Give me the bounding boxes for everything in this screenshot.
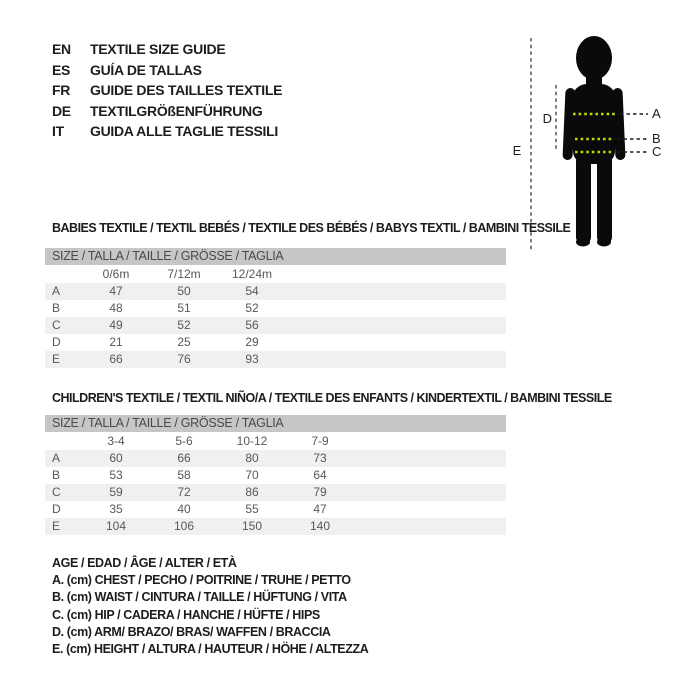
row-label: D: [52, 335, 61, 349]
legend-chest-line: A. (cm) CHEST / PECHO / POITRINE / TRUHE / PETTO: [52, 573, 351, 588]
size-value: 47: [313, 502, 327, 516]
size-value: 150: [241, 519, 263, 533]
size-value: 40: [177, 502, 191, 516]
language-row: [52, 39, 282, 60]
size-value: 50: [177, 284, 191, 298]
table-row: [45, 484, 506, 501]
size-value: 70: [245, 468, 259, 482]
legend-waist-line: B. (cm) WAIST / CINTURA / TAILLE / HÜFTUNG / VITA: [52, 590, 347, 605]
size-value: 104: [105, 519, 127, 533]
row-label: A: [52, 451, 61, 465]
table-row: [45, 317, 506, 334]
language-code: DE: [52, 102, 71, 119]
size-value: 25: [177, 335, 191, 349]
size-value: 47: [109, 284, 123, 298]
babies-section-title: BABIES TEXTILE / TEXTIL BEBÉS / TEXTILE DES BÉBÉS / BABYS TEXTIL / BAMBINI TESSILE: [52, 221, 571, 235]
size-value: 48: [109, 301, 123, 315]
size-value: 86: [245, 485, 259, 499]
table-row: [45, 334, 506, 351]
language-row: [52, 101, 282, 122]
label-d: D: [542, 111, 552, 126]
size-value: 64: [313, 468, 327, 482]
language-code: EN: [52, 41, 71, 57]
label-e: E: [512, 143, 522, 158]
language-title: TEXTILE SIZE GUIDE: [90, 41, 226, 57]
size-value: 73: [313, 451, 327, 465]
measurement-legend: [52, 555, 368, 658]
row-label: C: [52, 485, 61, 499]
legend-arm-line: D. (cm) ARM/ BRAZO/ BRAS/ WAFFEN / BRACCIA: [52, 624, 331, 639]
table-row: [45, 450, 506, 467]
label-c: C: [652, 144, 662, 159]
babies-size-table: [45, 248, 506, 368]
column-header: 5-6: [175, 434, 193, 448]
table-row: [45, 351, 506, 368]
language-row: [52, 80, 282, 101]
size-value: 56: [245, 318, 259, 332]
label-b: B: [652, 131, 661, 146]
legend-age-line: AGE / EDAD / ÂGE / ALTER / ETÀ: [52, 556, 237, 570]
row-label: E: [52, 352, 61, 366]
label-a: A: [652, 106, 661, 121]
size-value: 55: [245, 502, 259, 516]
table-row: [45, 467, 506, 484]
size-value: 66: [177, 451, 191, 465]
size-value: 59: [109, 485, 123, 499]
language-row: [52, 121, 282, 142]
size-value: 53: [109, 468, 123, 482]
size-value: 29: [245, 335, 259, 349]
legend-hip-line: C. (cm) HIP / CADERA / HANCHE / HÜFTE / HIPS: [52, 607, 320, 622]
language-title-list: [52, 39, 282, 142]
size-value: 52: [177, 318, 191, 332]
language-code: IT: [52, 123, 64, 140]
size-value: 52: [245, 301, 259, 315]
row-label: B: [52, 468, 61, 482]
column-header-row: [45, 432, 506, 450]
size-value: 58: [177, 468, 191, 482]
row-label: A: [52, 284, 61, 298]
size-value: 79: [313, 485, 327, 499]
table-row: [45, 300, 506, 317]
size-value: 80: [245, 451, 259, 465]
table-row: [45, 283, 506, 300]
column-header: 3-4: [107, 434, 125, 448]
column-header: 0/6m: [102, 267, 130, 281]
language-code: FR: [52, 82, 71, 99]
size-value: 35: [109, 502, 123, 516]
size-value: 140: [309, 519, 331, 533]
table-row: [45, 501, 506, 518]
table-row: [45, 518, 506, 535]
column-header-row: [45, 265, 506, 283]
size-header-bar: SIZE / TALLA / TAILLE / GRÖSSE / TAGLIA: [45, 415, 506, 432]
size-value: 72: [177, 485, 191, 499]
size-value: 93: [245, 352, 259, 366]
size-value: 76: [177, 352, 191, 366]
column-header: 12/24m: [231, 267, 273, 281]
language-title: GUÍA DE TALLAS: [90, 61, 202, 78]
children-section-title: CHILDREN'S TEXTILE / TEXTIL NIÑO/A / TEXTILE DES ENFANTS / KINDERTEXTIL / BAMBINI TESSILE: [52, 391, 612, 405]
children-size-table: [45, 415, 506, 535]
row-label: C: [52, 318, 61, 332]
child-silhouette: [562, 36, 625, 247]
size-value: 60: [109, 451, 123, 465]
row-label: E: [52, 519, 61, 533]
column-header: 10-12: [236, 434, 268, 448]
language-title: GUIDE DES TAILLES TEXTILE: [90, 82, 283, 99]
size-header-bar: SIZE / TALLA / TAILLE / GRÖSSE / TAGLIA: [45, 248, 506, 265]
language-title: TEXTILGRÖßENFÜHRUNG: [90, 102, 263, 119]
size-value: 54: [245, 284, 259, 298]
language-row: [52, 60, 282, 81]
size-value: 66: [109, 352, 123, 366]
corner-cell: [45, 265, 82, 283]
column-header: 7-9: [311, 434, 329, 448]
language-code: ES: [52, 61, 71, 78]
size-value: 49: [109, 318, 123, 332]
size-value: 21: [109, 335, 123, 349]
corner-cell: [45, 432, 82, 450]
row-label: B: [52, 301, 61, 315]
size-value: 51: [177, 301, 191, 315]
column-header: 7/12m: [167, 267, 201, 281]
size-value: 106: [173, 519, 195, 533]
legend-height-line: E. (cm) HEIGHT / ALTURA / HAUTEUR / HÖHE / ALTEZZA: [52, 642, 369, 657]
row-label: D: [52, 502, 61, 516]
language-title: GUIDA ALLE TAGLIE TESSILI: [90, 123, 278, 140]
